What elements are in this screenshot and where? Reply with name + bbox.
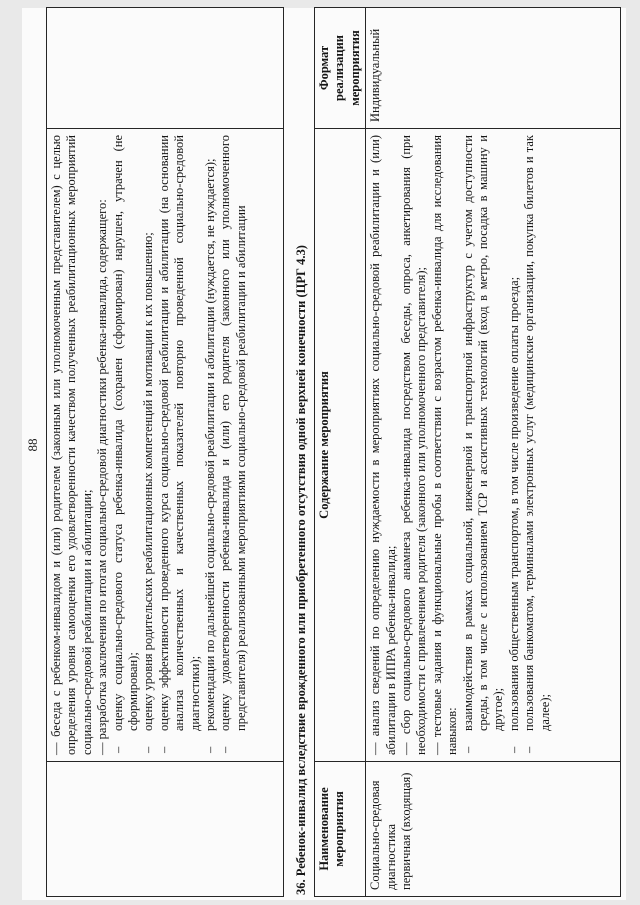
sub-list-item: – взаимодействия в рамках социальной, инженерной и транспортной инфраструктур с учетом доступности среды, в том числе с использованием ТСР и ассистивных технологий (вход в метро, посадка в машину и другое); (461, 135, 507, 731)
list-item: — анализ сведений по определению нуждаемости в мероприятиях социально-средовой реабилитации и (или) абилитации в ИПРА ребенка-инвалида; (368, 135, 398, 755)
sub-list-item: – пользования банкоматом, терминалами электронных услуг (медицинские организации, покупка билетов и так далее); (522, 135, 553, 731)
header-format: Формат реализации мероприятия (315, 8, 366, 129)
continuation-list (49, 135, 111, 755)
table-row (366, 8, 621, 897)
table-header-row (315, 8, 366, 897)
section-title: 36. Ребенок-инвалид вследствие врожденного или приобретенного отсутствия одной верхней конечности (ЦРГ 4.3) (294, 245, 308, 895)
header-name: Наименование мероприятия (315, 762, 366, 897)
sub-list-item: – пользования общественным транспортом, в том числе произведение оплаты проезда; (507, 135, 522, 731)
list-item: — сбор социально-средового анамнеза ребенка-инвалида посредством беседы, опроса, анкетирования (при необходимости с привлечением родителя (законного или уполномоченного представителя); (399, 135, 429, 755)
list-item: — разработка заключения по итогам социально-средовой диагностики ребенка-инвалида, содержащего: (95, 199, 110, 755)
activity-content-cell (366, 129, 621, 762)
activity-list (368, 135, 460, 755)
sub-list-item: – оценку социально-средового статуса ребенка-инвалида (сохранен (сформирован) нарушен, утрачен (не сформирован); (111, 135, 142, 731)
sub-list-item: – оценку уровня родительских реабилитационных компетенций и мотивации к их повышению; (141, 135, 156, 731)
main-table (314, 7, 621, 897)
activity-format-cell: Индивидуальный (366, 8, 621, 129)
header-content: Содержание мероприятия (315, 129, 366, 762)
page-number: 88 (25, 438, 40, 452)
continuation-sublist (111, 135, 250, 755)
activity-sublist (461, 135, 553, 755)
sub-list-item: – оценку эффективности проведенного курса социально-средовой реабилитации и абилитации (на основании анализа количественных и качественных показателей повторно проведенной социально-средовой диагностики); (157, 135, 203, 731)
empty-name-cell (47, 762, 284, 897)
rotated-page (22, 0, 626, 905)
activity-name-cell: Социально-средовая диагностика первичная (входящая) (366, 762, 621, 897)
continuation-table (46, 7, 284, 897)
list-item: — беседа с ребенком-инвалидом и (или) родителем (законным или уполномоченным представителем) с целью определения уровня самооценки его удовлетворенности качеством полученных реабилитационных мероприятий социально-средовой реабилитации и абилитации; (49, 135, 94, 755)
list-item: — тестовые задания и функциональные пробы в соответствии с возрастом ребенка-инвалида для исследования навыков: (429, 135, 460, 755)
sub-list-item: – оценку удовлетворенности ребенка-инвалида и (или) его родителя (законного или уполномоченного представителя) реализованными мероприятиями социально-средовой реабилитации и абилитации (218, 135, 249, 731)
empty-format-cell (47, 8, 284, 129)
continuation-content-cell (47, 129, 284, 762)
sub-list-item: – рекомендации по дальнейшей социально-средовой реабилитации и абилитации (нуждается, не нуждается); (203, 135, 218, 731)
